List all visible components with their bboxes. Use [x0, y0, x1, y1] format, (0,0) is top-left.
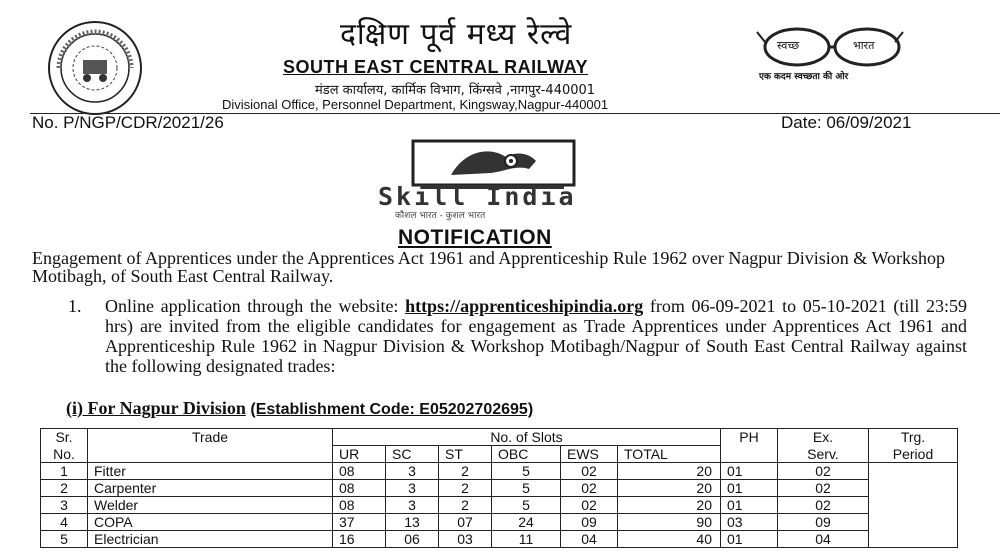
table-header-row [41, 429, 958, 446]
cell-ex: 02 [778, 480, 869, 497]
swachh-tagline: एक कदम स्वच्छता की ओर [759, 72, 849, 82]
skill-india-text: Skill India [378, 182, 577, 211]
table-row [41, 480, 958, 497]
cell-st: 2 [439, 480, 492, 497]
notification-heading: NOTIFICATION [398, 226, 552, 249]
cell-obc: 5 [492, 497, 561, 514]
cell-trade: Electrician [88, 531, 333, 548]
railway-title: SOUTH EAST CENTRAL RAILWAY [283, 57, 589, 77]
sub-obc: OBC [492, 446, 561, 463]
header-trg: Trg. [869, 429, 958, 446]
cell-ur: 16 [333, 531, 386, 548]
cell-sr: 1 [41, 463, 88, 480]
paragraph-body: from 06-09-2021 to 05-10-2021 (till 23:59 hrs) are invited from the eligible candidates for engagement as Trade Apprentices under Apprentices Act 1961 and Apprenticeship Rule 1962 in Nagpur Division & Workshop Motibagh/Nagpur of South East Central Railway against the following designated trades: [105, 296, 967, 376]
cell-ex: 04 [778, 531, 869, 548]
table-row [41, 497, 958, 514]
section-heading [66, 398, 533, 419]
railway-seal-logo [45, 18, 145, 118]
sub-sc: SC [386, 446, 439, 463]
cell-ews: 04 [561, 531, 618, 548]
cell-trade: Carpenter [88, 480, 333, 497]
cell-ur: 08 [333, 480, 386, 497]
cell-st: 2 [439, 463, 492, 480]
sub-st: ST [439, 446, 492, 463]
header-trg-period: Period [869, 446, 958, 463]
cell-total: 20 [618, 463, 721, 480]
sub-total: TOTAL [618, 446, 721, 463]
cell-ur: 08 [333, 497, 386, 514]
cell-ph: 03 [721, 514, 778, 531]
cell-ex: 09 [778, 514, 869, 531]
cell-trade: Fitter [88, 463, 333, 480]
cell-total: 20 [618, 480, 721, 497]
establishment-code: (Establishment Code: E05202702695) [250, 401, 534, 418]
cell-ews: 02 [561, 480, 618, 497]
cell-ex: 02 [778, 497, 869, 514]
sub-ur: UR [333, 446, 386, 463]
cell-ur: 37 [333, 514, 386, 531]
section-title: (i) For Nagpur Division [66, 398, 246, 418]
cell-sr: 3 [41, 497, 88, 514]
office-address: Divisional Office, Personnel Department, Kingsway,Nagpur-440001 [222, 97, 609, 112]
cell-st: 07 [439, 514, 492, 531]
item-paragraph [105, 296, 967, 376]
swachh-left-text: स्वच्छ [777, 39, 800, 52]
header-ex: Ex. [778, 429, 869, 446]
cell-sr: 5 [41, 531, 88, 548]
header-sr: Sr. [41, 429, 88, 446]
cell-ph: 01 [721, 531, 778, 548]
table-row [41, 463, 958, 480]
website-link[interactable]: https://apprenticeshipindia.org [405, 296, 644, 316]
sub-ph-blank [721, 446, 778, 463]
cell-sr: 2 [41, 480, 88, 497]
cell-st: 03 [439, 531, 492, 548]
cell-st: 2 [439, 497, 492, 514]
slots-table [40, 428, 958, 548]
cell-trade: Welder [88, 497, 333, 514]
cell-ur: 08 [333, 463, 386, 480]
cell-sc: 3 [386, 497, 439, 514]
cell-ex: 02 [778, 463, 869, 480]
skill-india-subtext: कौशल भारत - कुशल भारत [395, 211, 486, 221]
notice-date: Date: 06/09/2021 [781, 113, 912, 132]
header-slots: No. of Slots [333, 429, 721, 446]
table-row [41, 514, 958, 531]
cell-ph: 01 [721, 480, 778, 497]
header-ph: PH [721, 429, 778, 446]
header-ex-serv: Serv. [778, 446, 869, 463]
cell-sc: 13 [386, 514, 439, 531]
item-number: 1. [68, 296, 82, 316]
cell-ews: 02 [561, 463, 618, 480]
table-row [41, 531, 958, 548]
swachh-right-text: भारत [853, 39, 875, 52]
cell-obc: 11 [492, 531, 561, 548]
cell-total: 20 [618, 497, 721, 514]
paragraph-lead: Online application through the website: [105, 296, 406, 316]
cell-obc: 5 [492, 480, 561, 497]
reference-number: No. P/NGP/CDR/2021/26 [32, 113, 224, 132]
cell-total: 90 [618, 514, 721, 531]
cell-total: 40 [618, 531, 721, 548]
cell-sr: 4 [41, 514, 88, 531]
cell-trade: COPA [88, 514, 333, 531]
cell-trg-period [869, 463, 958, 548]
cell-obc: 24 [492, 514, 561, 531]
cell-ews: 09 [561, 514, 618, 531]
header-trade: Trade [88, 429, 333, 463]
header-sr-no: No. [41, 446, 88, 463]
cell-sc: 3 [386, 480, 439, 497]
cell-ph: 01 [721, 497, 778, 514]
cell-sc: 3 [386, 463, 439, 480]
cell-sc: 06 [386, 531, 439, 548]
hindi-address: मंडल कार्यालय, कार्मिक विभाग, किंग्सवे ,नागपुर-440001 [315, 83, 596, 98]
cell-obc: 5 [492, 463, 561, 480]
cell-ph: 01 [721, 463, 778, 480]
swachh-bharat-logo [755, 22, 905, 82]
intro-paragraph: Engagement of Apprentices under the Apprentices Act 1961 and Apprenticeship Rule 1962 over Nagpur Division & Workshop Motibagh, of South East Central Railway. [32, 248, 946, 286]
hindi-railway-title: दक्षिण पूर्व मध्य रेल्वे [340, 17, 573, 52]
cell-ews: 02 [561, 497, 618, 514]
sub-ews: EWS [561, 446, 618, 463]
